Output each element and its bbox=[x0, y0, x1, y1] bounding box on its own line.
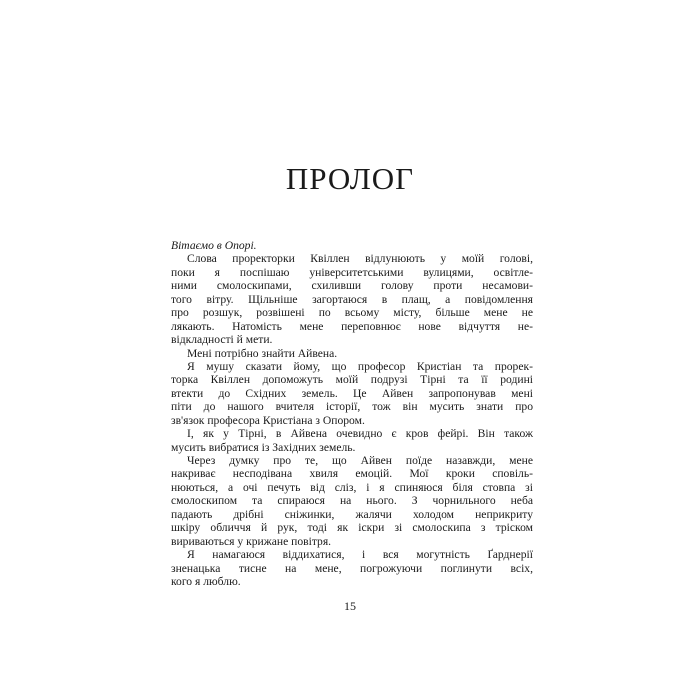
text-line: накриває несподівана хвиля емоцій. Мої кроки сповіль- bbox=[171, 467, 533, 481]
text-line: Я мушу сказати йому, що професор Кристіан та прорек- bbox=[187, 359, 533, 373]
text-line: того вітру. Щільніше загортаюся в плащ, а повідомлення bbox=[171, 292, 533, 306]
paragraph bbox=[171, 454, 533, 548]
text-line: смолоскипом та спираюся на нього. З чорнильного неба bbox=[171, 494, 533, 508]
text-line: вириваються у крижане повітря. bbox=[171, 534, 332, 548]
text-line: Мені потрібно знайти Айвена. bbox=[187, 346, 338, 360]
paragraph bbox=[171, 347, 533, 360]
text-line: Слова проректорки Квіллен відлунюють у моїй голові, bbox=[187, 252, 533, 266]
text-line: падають дрібні сніжинки, жалячи холодом неприкриту bbox=[171, 507, 533, 521]
page-number: 15 bbox=[344, 599, 356, 613]
paragraph bbox=[171, 252, 533, 346]
text-line: Я намагаюся віддихатися, і вся могутність Ґарднерії bbox=[187, 548, 533, 562]
chapter-title: ПРОЛОГ bbox=[285, 160, 415, 196]
text-line: торка Квіллен допоможуть моїй подрузі Тірні та її родині bbox=[171, 373, 533, 387]
text-line: лякають. Натомість мене переповнює нове відчуття не- bbox=[171, 319, 533, 333]
text-line: Вітаємо в Опорі. bbox=[171, 239, 257, 252]
text-line: кого я люблю. bbox=[171, 574, 241, 588]
text-line: відкладності й мети. bbox=[171, 333, 273, 347]
paragraph bbox=[171, 427, 533, 454]
text-line: шкіру обличчя й рук, тоді як іскри зі смолоскипа з тріском bbox=[171, 521, 533, 535]
text-line: поки я поспішаю університетськими вулицями, освітле- bbox=[171, 265, 533, 279]
text-line: зв'язок професора Кристіана з Опором. bbox=[171, 413, 365, 427]
text-line: ними смолоскипами, схиливши голову проти несамови- bbox=[171, 279, 533, 293]
paragraph bbox=[171, 360, 533, 427]
text-line: мусить вибратися із Західних земель. bbox=[171, 440, 356, 454]
text-line: нюються, а очі печуть від сліз, і я спиняюся біля стовпа зі bbox=[171, 480, 533, 494]
text-line: Через думку про те, що Айвен поїде назавжди, мене bbox=[187, 454, 533, 467]
text-line: І, як у Тірні, в Айвена очевидно є кров фейрі. Він також bbox=[187, 427, 533, 441]
paragraph bbox=[171, 548, 533, 588]
chapter-body bbox=[171, 239, 533, 588]
text-line: піти до нашого вчителя історії, тож він мусить знати про bbox=[171, 400, 533, 414]
text-line: втекти до Східних земель. Це Айвен запропонував мені bbox=[171, 386, 533, 400]
paragraph bbox=[171, 239, 533, 252]
text-line: про розшук, розвішені по всьому місту, більше мене не bbox=[171, 306, 533, 320]
text-line: зненацька тисне на мене, погрожуючи поглинути всіх, bbox=[171, 561, 533, 575]
